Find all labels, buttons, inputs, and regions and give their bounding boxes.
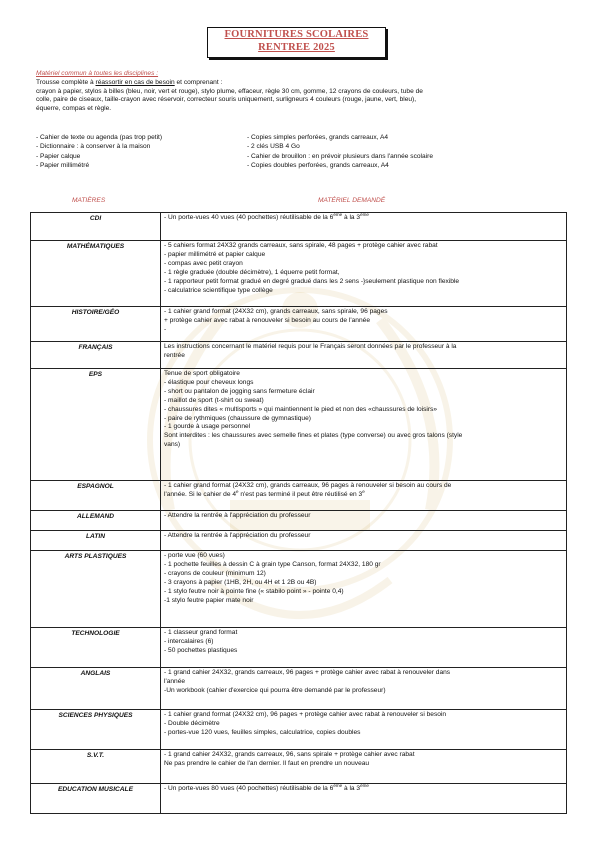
material-line: - Un porte-vues 40 vues (40 pochettes) réutilisable de la 6ème à la 3ème (164, 211, 369, 221)
table-row (31, 342, 567, 369)
subject-cell: EDUCATION MUSICALE (31, 784, 161, 814)
material-line: - 50 pochettes plastiques (164, 646, 238, 654)
intro-text-end: et comprenant : (174, 78, 223, 86)
table-row (31, 481, 567, 511)
common-materials-line-2: crayon à papier, stylos à billes (bleu, noir, vert et rouge), stylo plume, effaceur, règle 30 cm, gomme, 12 crayons de couleurs, tube de (36, 87, 423, 95)
material-header: MATÉRIEL DEMANDÉ (318, 197, 386, 204)
subject-cell: HISTOIRE/GÉO (31, 307, 161, 342)
material-cell (161, 531, 567, 551)
material-line: - Un porte-vues 80 vues (40 pochettes) réutilisable de la 6ème à la 3ème (164, 782, 369, 792)
list-item: - Dictionnaire : à conserver à la maison (36, 143, 151, 151)
subject-cell: LATIN (31, 531, 161, 551)
material-line: - paire de rythmiques (chaussure de gymnastique) (164, 414, 311, 422)
subject-cell: TECHNOLOGIE (31, 628, 161, 668)
material-cell (161, 241, 567, 307)
material-line: - élastique pour cheveux longs (164, 378, 254, 386)
table-row (31, 213, 567, 241)
material-line: Tenue de sport obligatoire (164, 370, 240, 377)
material-cell (161, 668, 567, 710)
material-line: l'année. Si le cahier de 4e n'est pas terminé il peut être réutilisé en 3e (164, 488, 365, 498)
table-row (31, 511, 567, 531)
material-line: - Attendre la rentrée à l'appréciation du professeur (164, 532, 311, 539)
material-line: - portes-vue 120 vues, feuilles simples, calculatrice, copies doubles (164, 728, 361, 736)
material-cell (161, 369, 567, 481)
material-line: - calculatrice scientifique type collège (164, 286, 273, 294)
material-line: - chaussures dites « multisports » qui maintiennent le pied et non des «chaussures de loisirs» (164, 405, 438, 413)
title-line-1: FOURNITURES SCOLAIRES (224, 29, 369, 40)
subject-cell: CDI (31, 213, 161, 241)
material-line: -Un workbook (cahier d'exercice qui pourra être demandé par le professeur) (164, 686, 386, 694)
table-row (31, 369, 567, 481)
intro-underlined: réassortir en cas de besoin (95, 78, 175, 86)
subject-cell: S.V.T. (31, 750, 161, 784)
material-line: - (164, 325, 167, 333)
subject-cell: FRANÇAIS (31, 342, 161, 369)
list-item: - Papier calque (36, 152, 81, 160)
material-line: - 1 stylo feutre noir à pointe fine (« stabilo point » - pointe 0,4) (164, 587, 344, 595)
common-materials-line-4: équerre, compas et règle. (36, 105, 112, 113)
material-line: - 1 cahier grand format (24X32 cm), grands carreaux, 96 pages à renouveler si besoin au cours de (164, 482, 452, 489)
material-line: - compas avec petit crayon (164, 259, 243, 267)
material-line: - Attendre la rentrée à l'appréciation du professeur (164, 512, 311, 519)
material-line: - 1 cahier grand format (24X32 cm), grands carreaux, sans spirale, 96 pages (164, 308, 388, 315)
list-item: - 2 clés USB 4 Go (247, 143, 300, 151)
material-line: - porte vue (60 vues) (164, 552, 225, 559)
material-line: - intercalaires (6) (164, 637, 214, 645)
material-line: - 1 grand cahier 24X32, grands carreaux, 96 pages + protège cahier avec rabat à renouveler dans (164, 669, 451, 676)
intro-text: Trousse complète à (36, 78, 96, 86)
list-item: - Papier millimétré (36, 161, 90, 169)
table-row (31, 668, 567, 710)
table-row (31, 750, 567, 784)
material-line: vans) (164, 441, 181, 449)
requirements-table (30, 212, 567, 814)
material-line: rentrée (164, 351, 185, 359)
material-cell (161, 784, 567, 814)
material-line: - short ou pantalon de jogging sans fermeture éclair (164, 387, 315, 395)
subject-cell: ESPAGNOL (31, 481, 161, 511)
subject-cell: MATHÉMATIQUES (31, 241, 161, 307)
material-cell (161, 511, 567, 531)
subject-cell: ANGLAIS (31, 668, 161, 710)
common-materials-heading: Matériel commun à toutes les disciplines : (36, 70, 159, 77)
subjects-header: MATIÈRES (72, 197, 106, 204)
material-line: - 1 règle graduée (double décimètre), 1 équerre petit format, (164, 268, 340, 276)
table-row (31, 784, 567, 814)
subject-cell: SCIENCES PHYSIQUES (31, 710, 161, 750)
supplies-right-column (247, 133, 567, 170)
note-brace: } (363, 277, 366, 285)
subject-cell: EPS (31, 369, 161, 481)
title-line-2: RENTREE 2025 (258, 42, 335, 53)
document-title (207, 27, 386, 58)
common-materials (36, 70, 564, 114)
material-line: - 1 classeur grand format (164, 629, 238, 636)
material-line: - 3 crayons à papier (1HB, 2H, ou 4H et 1 2B ou 4B) (164, 578, 317, 586)
material-line: -1 stylo feutre papier mate noir (164, 596, 254, 604)
material-cell (161, 481, 567, 511)
list-item: - Cahier de texte ou agenda (pas trop petit) (36, 134, 163, 141)
material-line: - 5 cahiers format 24X32 grands carreaux, sans spirale, 48 pages + protège cahier avec rabat (164, 242, 438, 249)
table-row (31, 628, 567, 668)
material-line: + protège cahier avec rabat à renouveler si besoin au cours de l'année (164, 316, 370, 324)
material-note: seulement plastique non flexible (365, 277, 460, 285)
table-row (31, 241, 567, 307)
material-line: - 1 gourde à usage personnel (164, 423, 251, 431)
material-cell (161, 307, 567, 342)
material-line: - 1 pochette feuilles à dessin C à grain type Canson, format 24X32, 180 gr (164, 560, 381, 568)
common-materials-line-1 (36, 79, 564, 88)
material-line: - crayons de couleur (minimum 12) (164, 569, 266, 577)
table-row (31, 710, 567, 750)
list-item: - Copies simples perforées, grands carreaux, A4 (247, 134, 389, 141)
material-line: Ne pas prendre le cahier de l'an dernier. Il faut en prendre un nouveau (164, 759, 370, 767)
material-line: - Double décimètre (164, 719, 220, 727)
material-line: - maillot de sport (t-shirt ou sweat) (164, 396, 264, 404)
material-line: - papier millimétré et papier calque (164, 250, 266, 258)
material-line: Sont interdites : les chaussures avec semelle fines et plates (type converse) ou avec gros talons (style (164, 432, 463, 440)
material-cell (161, 710, 567, 750)
material-cell (161, 750, 567, 784)
subject-cell: ARTS PLASTIQUES (31, 551, 161, 628)
table-row (31, 551, 567, 628)
material-cell (161, 213, 567, 241)
supplies-left-column (36, 133, 246, 170)
material-cell (161, 551, 567, 628)
table-row (31, 531, 567, 551)
material-cell (161, 628, 567, 668)
list-item: - Copies doubles perforées, grands carreaux, A4 (247, 161, 389, 169)
material-line: - 1 grand cahier 24X32, grands carreaux, 96, sans spirale + protège cahier avec rabat (164, 751, 415, 758)
table-row (31, 307, 567, 342)
material-cell (161, 342, 567, 369)
material-line: - 1 rapporteur petit format gradué en degré gradué dans les 2 sens -}seulement plastique non flexible (164, 277, 460, 285)
common-materials-line-3: colle, paire de ciseaux, taille-crayon avec réservoir, correcteur souris uniquement, surligneurs 4 couleurs (rouge, jaune, vert, bleu), (36, 96, 417, 104)
material-line: - 1 cahier grand format (24X32 cm), 96 pages + protège cahier avec rabat à renouveler si besoin (164, 711, 447, 718)
subject-cell: ALLEMAND (31, 511, 161, 531)
list-item: - Cahier de brouillon : en prévoir plusieurs dans l'année scolaire (247, 152, 433, 160)
material-line: Les instructions concernant le matériel requis pour le Français seront données par le professeur à la (164, 343, 457, 350)
material-line: l'année (164, 677, 186, 685)
